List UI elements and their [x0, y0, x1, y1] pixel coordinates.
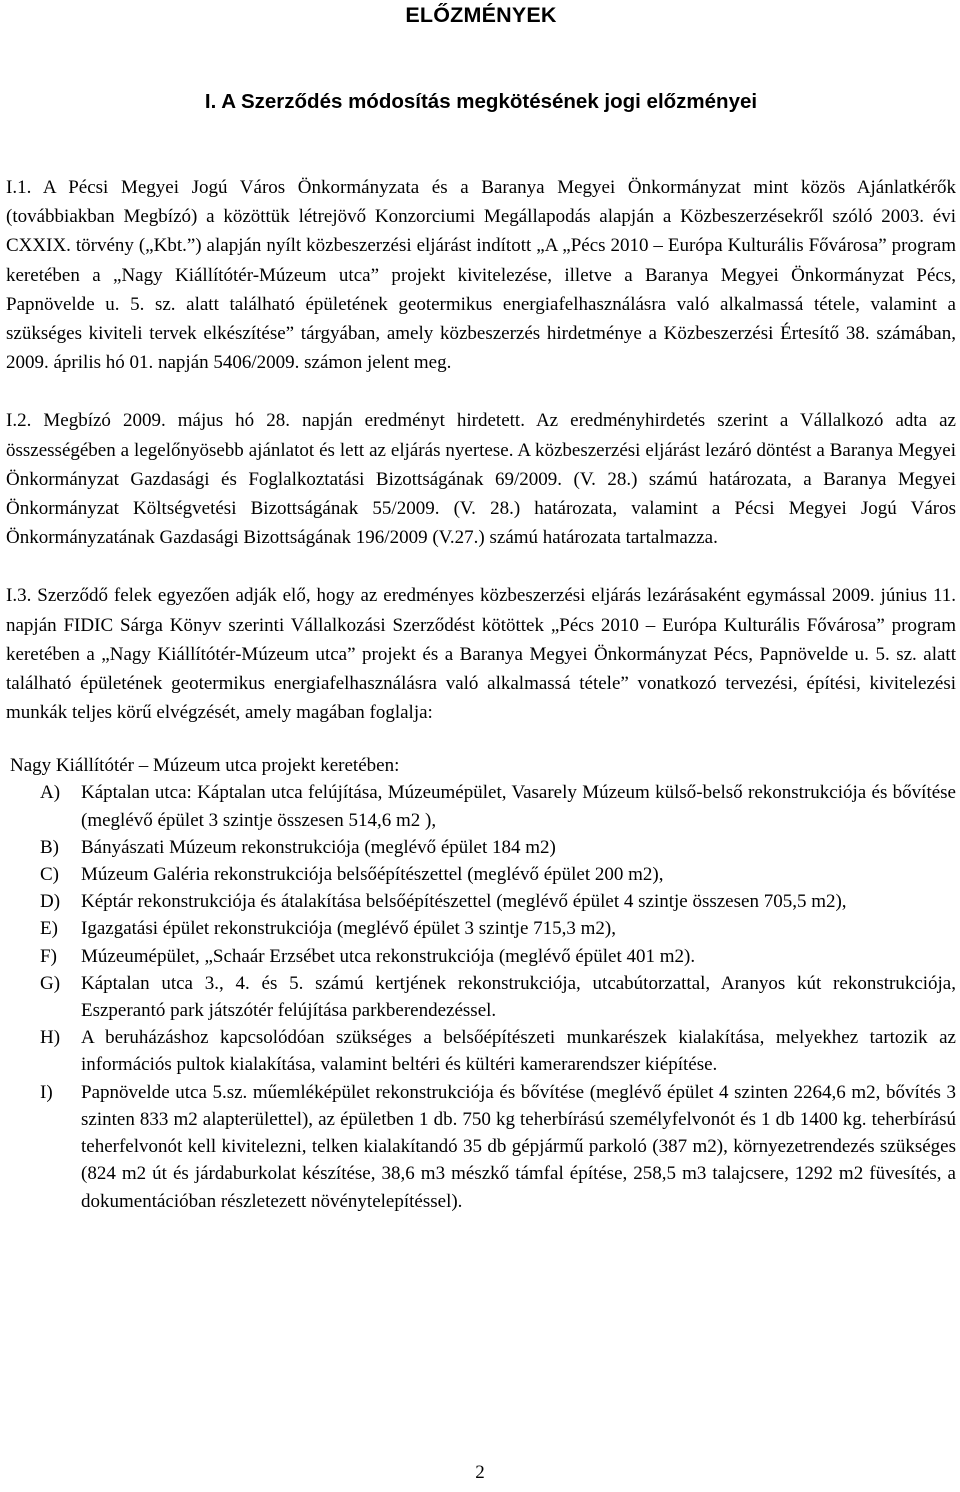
list-marker: A)	[40, 782, 61, 804]
list-item	[6, 861, 956, 888]
list-item	[6, 1024, 956, 1078]
list-item	[6, 943, 956, 970]
list-item	[6, 779, 956, 833]
list-marker: G)	[40, 972, 61, 994]
page-number: 2	[475, 1462, 485, 1483]
list-item	[6, 915, 956, 942]
list-marker: B)	[40, 836, 59, 858]
list-item-text: Papnövelde utca 5.sz. műemléképület rekonstrukciója és bővítése (meglévő épület 4 szinten 2264,6 m2, bővítés 3 szinten 833 m2 alapterülettel), az épületben 1 db. 750 kg teherbírású személyfelvonót és 1 db 1400 kg. teherbírású teherfelvonót kell kivitelezni, telken kialakítandó 35 db gépjármű parkoló (387 m2), környezetrendezés szükséges (824 m2 út és járdaburkolat készítése, 38,6 m3 mészkő támfal építése, 258,5 m3 talajcsere, 1292 m2 füvesítés, a dokumentációban részletezett növénytelepítéssel).	[81, 1081, 956, 1212]
list-marker: E)	[40, 918, 58, 940]
list-item	[6, 888, 956, 915]
list-item-text: Káptalan utca 3., 4. és 5. számú kertjének rekonstrukciója, utcabútorzattal, Aranyos kút rekonstrukciója, Eszperantó park játszótér felújítása parkberendezéssel.	[81, 972, 956, 1022]
section-heading: I. A Szerződés módosítás megkötésének jogi előzményei	[204, 90, 758, 113]
list-intro: Nagy Kiállítótér – Múzeum utca projekt keretében:	[10, 755, 400, 777]
list-item	[6, 834, 956, 861]
list-marker: F)	[40, 945, 57, 967]
list-item-text: Múzeumépület, „Schaár Erzsébet utca rekonstrukciója (meglévő épület 401 m2).	[81, 945, 696, 967]
list-item-text: Káptalan utca: Káptalan utca felújítása, Múzeumépület, Vasarely Múzeum külső-belső rekonstrukciója és bővítése (meglévő épület 3 szintje összesen 514,6 m2 ),	[81, 782, 956, 831]
list-marker: H)	[40, 1027, 61, 1049]
document-title: ELŐZMÉNYEK	[405, 3, 557, 27]
paragraph-1-1: I.1. A Pécsi Megyei Jogú Város Önkormányzata és a Baranya Megyei Önkormányzat mint közös Ajánlatkérők (továbbiakban Megbízó) a közöttük létrejövő Konzorciumi Megállapodás alapján a Közbeszerzésekről szóló 2003. évi CXXIX. törvény („Kbt.”) alapján nyílt közbeszerzési eljárást indított „A „Pécs 2010 – Európa Kulturális Fővárosa” program keretében a „Nagy Kiállítótér-Múzeum utca” projekt kivitelezése, illetve a Baranya Megyei Önkormányzat Pécs, Papnövelde u. 5. sz. alatt található épületének geotermikus energiafelhasználásra való alkalmassá tétele, valamint a szükséges kiviteli tervek elkészítése” tárgyában, amely közbeszerzés hirdetménye a Közbeszerzési Értesítő 38. számában, 2009. április hó 01. napján 5406/2009. számon jelent meg.	[6, 177, 956, 374]
list-item-text: A beruházáshoz kapcsolódóan szükséges a belsőépítészeti munkarészek kialakítása, melyekhez tartozik az információs pultok kialakítása, valamint beltéri és kültéri kamerarendszer kiépítése.	[81, 1027, 956, 1076]
list-marker: C)	[40, 864, 59, 886]
list-marker: D)	[40, 891, 61, 913]
list-item-text: Képtár rekonstrukciója és átalakítása belsőépítészettel (meglévő épület 4 szintje összesen 705,5 m2),	[81, 891, 847, 913]
list-marker: I)	[40, 1081, 53, 1103]
paragraph-1-3: I.3. Szerződő felek egyezően adják elő, hogy az eredményes közbeszerzési eljárás lezárásaként egymással 2009. június 11. napján FIDIC Sárga Könyv szerinti Vállalkozási Szerződést kötöttek „Pécs 2010 – Európa Kulturális Fővárosa” program keretében a „Nagy Kiállítótér-Múzeum utca” projekt és a Baranya Megyei Önkormányzat Pécs, Papnövelde u. 5. sz. alatt található épületének geotermikus energiafelhasználásra való alkalmassá tétele” vonatkozó tervezési, építési, kivitelezési munkák teljes körű elvégzését, amely magában foglalja:	[6, 585, 956, 724]
project-item-list	[6, 779, 956, 1214]
list-item-text: Bányászati Múzeum rekonstrukciója (meglévő épület 184 m2)	[81, 836, 556, 858]
list-item-text: Múzeum Galéria rekonstrukciója belsőépítészettel (meglévő épület 200 m2),	[81, 864, 664, 886]
document-page	[6, 0, 956, 1215]
paragraph-1-2: I.2. Megbízó 2009. május hó 28. napján eredményt hirdetett. Az eredményhirdetés szerint a Vállalkozó adta az összességében a legelőnyösebb ajánlatot és lett az eljárás nyertese. A közbeszerzési eljárást lezáró döntést a Baranya Megyei Önkormányzat Gazdasági és Foglalkoztatási Bizottságának 69/2009. (V. 28.) számú határozata, a Baranya Megyei Önkormányzat Költségvetési Bizottságának 55/2009. (V. 28.) határozata, valamint a Pécsi Megyei Jogú Város Önkormányzatának Gazdasági Bizottságának 196/2009 (V.27.) számú határozata tartalmazza.	[6, 410, 956, 549]
list-item	[6, 970, 956, 1024]
list-item	[6, 1079, 956, 1215]
list-item-text: Igazgatási épület rekonstrukciója (meglévő épület 3 szintje 715,3 m2),	[81, 918, 616, 940]
